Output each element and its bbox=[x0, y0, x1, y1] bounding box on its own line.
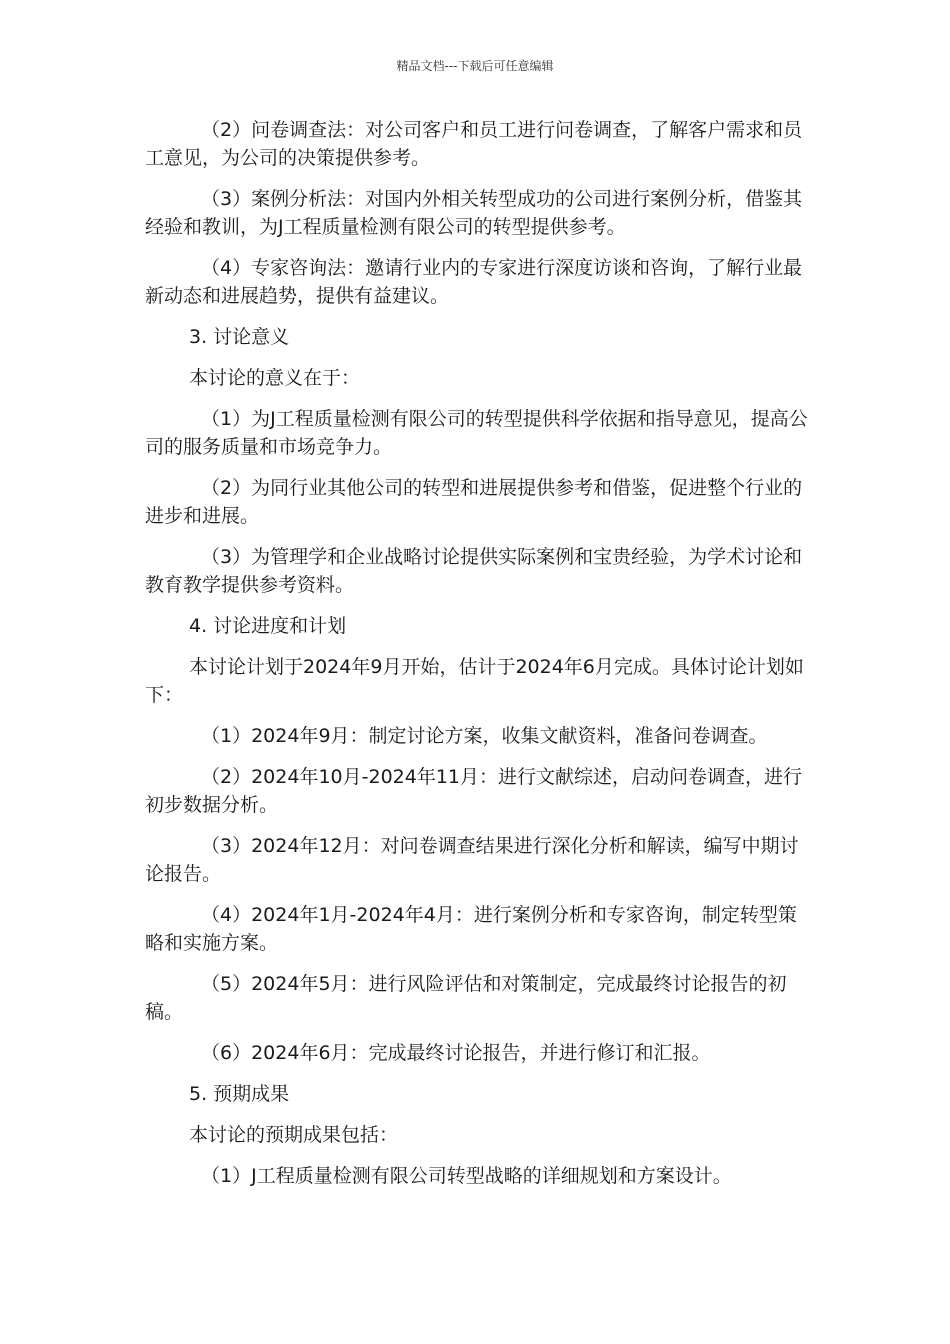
paragraph-schedule-4: （4）2024年1月-2024年4月：进行案例分析和专家咨询，制定转型策略和实施方案。 bbox=[145, 904, 797, 954]
paragraph-significance-1: （1）为J工程质量检测有限公司的转型提供科学依据和指导意见，提高公司的服务质量和市场竞争力。 bbox=[145, 408, 808, 458]
paragraph-significance-3: （3）为管理学和企业战略讨论提供实际案例和宝贵经验，为学术讨论和教育教学提供参考资料。 bbox=[145, 546, 803, 596]
section-heading-significance: 3. 讨论意义 bbox=[189, 326, 290, 348]
paragraph-method-3: （3）案例分析法：对国内外相关转型成功的公司进行案例分析，借鉴其经验和教训，为J工程质量检测有限公司的转型提供参考。 bbox=[145, 188, 803, 238]
paragraph-significance-2: （2）为同行业其他公司的转型和进展提供参考和借鉴，促进整个行业的进步和进展。 bbox=[145, 477, 803, 527]
paragraph-outcomes-intro: 本讨论的预期成果包括： bbox=[189, 1124, 399, 1146]
paragraph-schedule-3: （3）2024年12月：对问卷调查结果进行深化分析和解读，编写中期讨论报告。 bbox=[145, 835, 799, 885]
paragraph-schedule-5: （5）2024年5月：进行风险评估和对策制定，完成最终讨论报告的初稿。 bbox=[145, 973, 787, 1023]
section-heading-schedule: 4. 讨论进度和计划 bbox=[189, 615, 347, 637]
paragraph-method-2: （2）问卷调查法：对公司客户和员工进行问卷调查，了解客户需求和员工意见，为公司的决策提供参考。 bbox=[145, 119, 803, 169]
document-body bbox=[145, 116, 810, 1203]
paragraph-schedule-intro: 本讨论计划于2024年9月开始，估计于2024年6月完成。具体讨论计划如下： bbox=[145, 656, 804, 706]
paragraph-significance-intro: 本讨论的意义在于： bbox=[189, 367, 361, 389]
paragraph-method-4: （4）专家咨询法：邀请行业内的专家进行深度访谈和咨询，了解行业最新动态和进展趋势，提供有益建议。 bbox=[145, 257, 803, 307]
paragraph-schedule-1: （1）2024年9月：制定讨论方案，收集文献资料，准备问卷调查。 bbox=[201, 725, 768, 747]
paragraph-schedule-2: （2）2024年10月-2024年11月：进行文献综述，启动问卷调查，进行初步数据分析。 bbox=[145, 766, 803, 816]
paragraph-outcome-1: （1）J工程质量检测有限公司转型战略的详细规划和方案设计。 bbox=[201, 1165, 732, 1187]
page-header: 精品文档---下载后可任意编辑 bbox=[396, 59, 554, 73]
section-heading-outcomes: 5. 预期成果 bbox=[189, 1083, 290, 1105]
paragraph-schedule-6: （6）2024年6月：完成最终讨论报告，并进行修订和汇报。 bbox=[201, 1042, 711, 1064]
